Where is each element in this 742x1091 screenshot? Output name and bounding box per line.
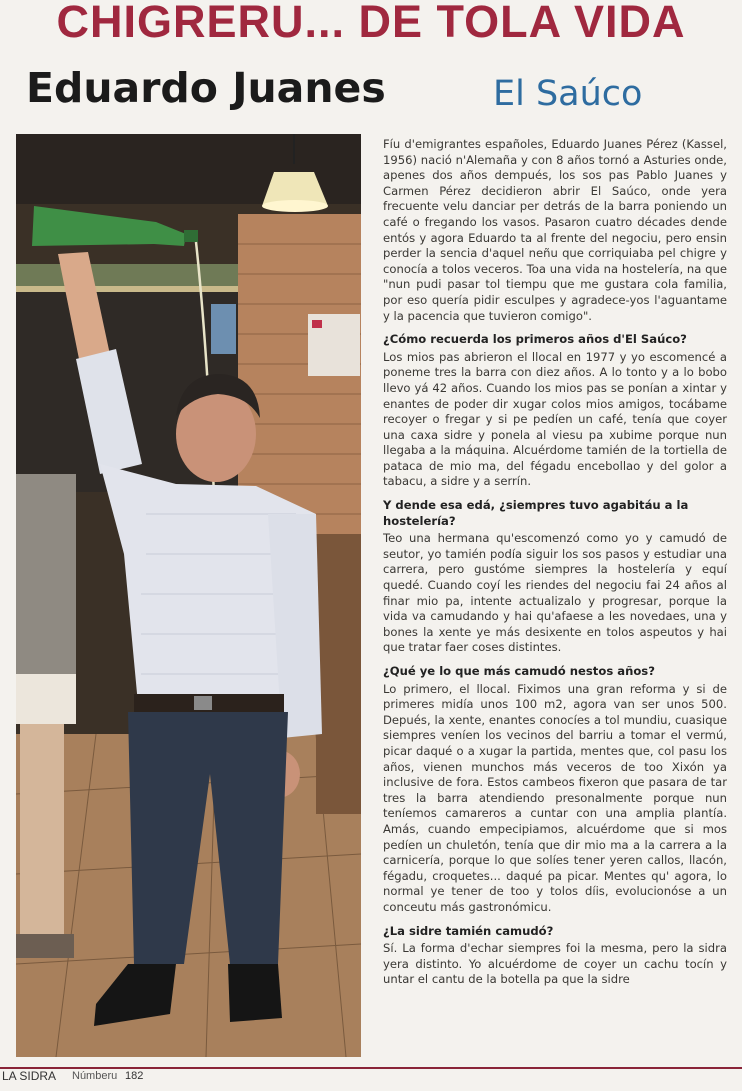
- question-1: ¿Cómo recuerda los primeros años d'El Saúco?: [383, 332, 687, 347]
- answer-1: Los mios pas abrieron el llocal en 1977 y yo escomencé a poneme tres la barra con diez años. A lo tonto y a lo bobo llevo yá 42 años. Cuando los mios pas se ponían a xintar y enantes de poder dir xugar colos mios amigos, tocábame recoyer o fregar y si pe pedíen un café, tenía que coyer una caxa sidre y ponela al viesu pa xubime porque nun llegaba a la máquina. Alcuérdome tamién de la tortiella de pataca de mio ma, del fégadu encebollao y del golor a tabacu, a sidre y a serrín.: [383, 349, 727, 489]
- article-body: [383, 137, 727, 1065]
- portrait-photo: [16, 134, 361, 1057]
- question-3: ¿Qué ye lo que más camudó nestos años?: [383, 664, 655, 678]
- answer-3: Lo primero, el llocal. Fiximos una gran reforma y si de primeres midía unos 100 m2, agora van ser unos 500. Depués, la xente, enantes conocíes a tol mundiu, cuasique siempres veníen los vecinos del barriu a tomar el vermú, picar daqué o a xugar la partida, mentes que, col pasu los años, vienen munchos más veceros de too Xixón ya inclusive de fora. Estos cambeos fixeron que pasara de tar tres la barra atendiendo presonalmente porque nun teníemos camareros a cuntar con una amplia plantía. Amás, cuando empecipiamos, alcuérdome que si mos pedíen un chuletón, tenía que dir mio ma a la carrera a la carnicería, porque lo que solíes tener yeren callos, llacón, fégadu, croquetes... daqué pa picar. Mentes qu' agora, lo normal ye tener de too y tolos díis, evolucionóse a un conceutu más gastronómicu.: [383, 681, 727, 914]
- question-4: ¿La sidre tamién camudó?: [383, 923, 554, 938]
- article-intro: Fíu d'emigrantes españoles, Eduardo Juanes Pérez (Kassel, 1956) nació n'Alemaña y con 8 años tornó a Asturies onde, apenes dos años dempués, los sos pas Pablo Juanes y Carmen Pérez decidieron abrir El Saúco, onde yera frecuente velu danciar per detrás de la barra poniendo un café o fregando los vasos. Pasaron cuatro décades dende entós y agora Eduardo ta al frente del negociu, pero ensin perder la sencia d'aquel neñu que corriquiaba pel chigre y conocía a tolos veceros. Toa una vida na hostelería, na que "nun pudi pasar tol tiempu que me gustara cola familia, por eso quería pidir esculpes y agradece-yos l'aguantame y la pacencia que tuvieron comigo".: [383, 137, 727, 323]
- headline: CHIGRERU... DE TOLA VIDA: [56, 0, 686, 47]
- page-footer: [0, 1067, 742, 1091]
- answer-2: Teo una hermana qu'escomenzó como yo y camudó de seutor, yo tamién podía siguir los sos pasos y estudiar una carrera, pero gustóme siempres la hostelería y equí quedé. Cuando coyí les riendes del negociu fai 24 años al finar mio pa, intente actualizalo y progresar, porque la vida va camudando y hai qu'afaese a les novedaes, una y bones la xente ye más desixente en tolos aspeutos y hai que tratar faer coses distintes.: [383, 531, 727, 655]
- issue-number-label: Númberu: [72, 1070, 118, 1082]
- footer-rule: [0, 1067, 742, 1069]
- magazine-name: LA SIDRA: [2, 1069, 57, 1083]
- question-2: Y dende esa edá, ¿siempres tuvo agabitáu a la hostelería?: [383, 498, 689, 528]
- interviewee-name: Eduardo Juanes: [26, 64, 386, 112]
- issue-number: 182: [125, 1070, 144, 1082]
- bar-name: El Saúco: [493, 74, 643, 114]
- answer-4: Sí. La forma d'echar siempres foi la mesma, pero la sidra yera distinto. Yo alcuérdome de coyer un cachu tocín y untar el cantu de la botella pa que la sidre: [383, 941, 727, 987]
